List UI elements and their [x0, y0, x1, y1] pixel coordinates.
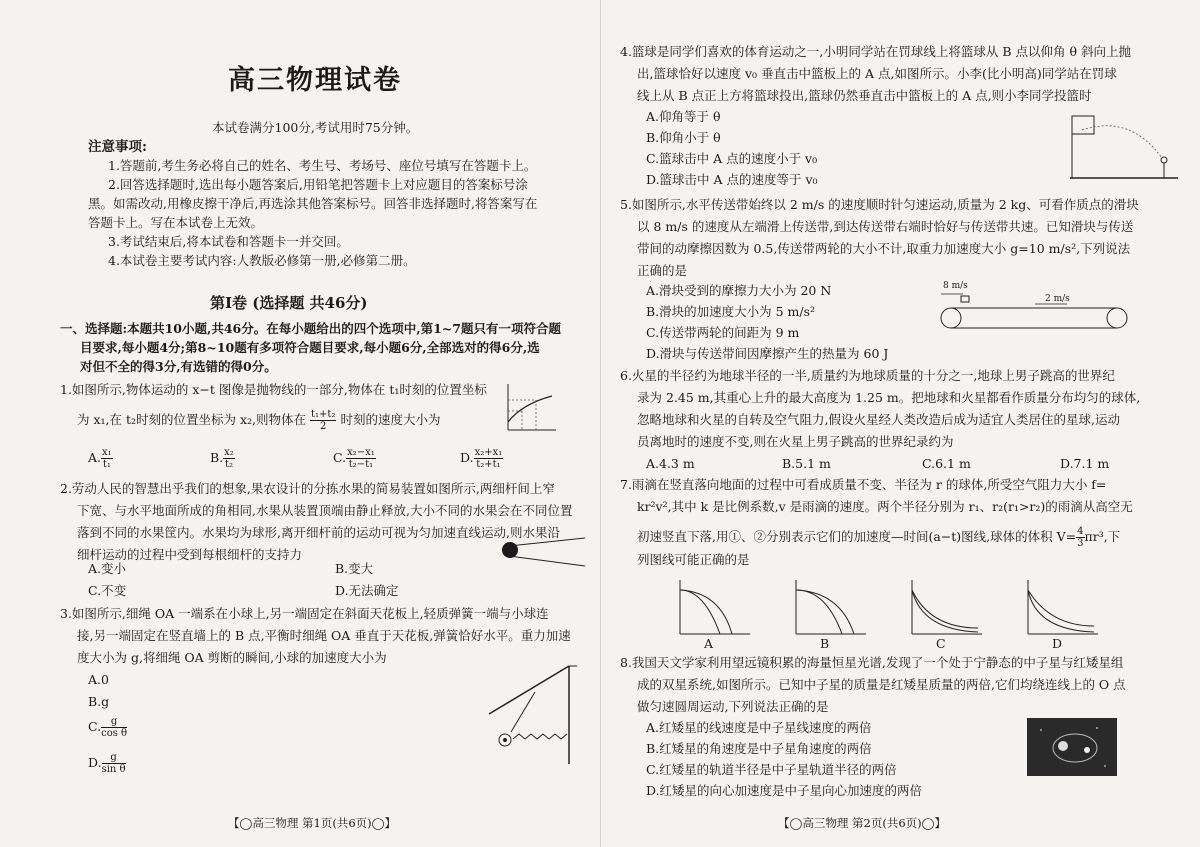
q8-line: 8.我国天文学家利用望远镜积累的海量恒星光谱,发现了一个处于宁静态的中子星与红矮星组	[620, 655, 1124, 670]
q2-option: D.无法确定	[335, 583, 399, 598]
section-intro-line: 目要求,每小题4分;第8~10题有多项符合题目要求,每小题6分,全部选对的得6分,选	[80, 340, 540, 355]
exam-intro: 本试卷满分100分,考试用时75分钟。	[212, 120, 419, 135]
q4-basketball-figure	[1070, 104, 1180, 184]
q5-line: 5.如图所示,水平传送带始终以 2 m/s 的速度顺时针匀速运动,质量为 2 kg、可看作质点的滑块	[620, 197, 1139, 212]
q2-line: 下宽、与水平地面所成的角相同,水果从装置顶端由静止释放,大小不同的水果会在不同位置	[77, 503, 573, 518]
q5-option: B.滑块的加速度大小为 5 m/s²	[646, 304, 816, 319]
q7-line: 7.雨滴在竖直落向地面的过程中可看成质量不变、半径为 r 的球体,所受空气阻力大小 f=	[620, 477, 1107, 492]
q2-line: 2.劳动人民的智慧出乎我们的想象,果农设计的分拣水果的简易装置如图所示,两细杆间上窄	[60, 481, 555, 496]
q7-graph-label: D	[1052, 636, 1063, 651]
q5-line: 带间的动摩擦因数为 0.5,传送带两轮的大小不计,取重力加速度大小 g=10 m/s²,下列说法	[637, 241, 1131, 256]
q4-line: 4.篮球是同学们喜欢的体育运动之一,小明同学站在罚球线上将篮球从 B 点以仰角 θ 斜向上抛	[620, 44, 1132, 59]
q7-graph-label: C	[936, 636, 946, 651]
q5-conveyor-figure	[935, 290, 1135, 336]
q7-volume-fraction: $\frac{4}{3}$	[1077, 526, 1084, 549]
q8-option: A.红矮星的线速度是中子星线速度的两倍	[646, 720, 872, 735]
notice-line: 答题卡上。写在本试卷上无效。	[88, 215, 264, 230]
q7-line: 初速竖直下落,用①、②分别表示它们的加速度—时间(a−t)图线,球体的体积 V= $\frac{4}{3}$ πr³,下	[637, 526, 1121, 549]
notice-line: 4.本试卷主要考试内容:人教版必修第一册,必修第二册。	[108, 253, 416, 268]
notice-line: 3.考试结束后,将本试卷和答题卡一并交回。	[108, 234, 349, 249]
q2-line: 落到不同的水果筐内。水果均为球形,离开细杆前的运动可视为匀加速直线运动,则水果沿	[77, 525, 560, 540]
q7-graph-b	[796, 580, 866, 634]
notice-line: 1.答题前,考生务必将自己的姓名、考生号、考场号、座位号填写在答题卡上。	[108, 158, 537, 173]
q6-line: 员离地时的速度不变,则在火星上男子跳高的世界纪录约为	[637, 434, 954, 449]
q5-block-speed-label: 8 m/s	[943, 281, 968, 291]
q3-line: 度大小为 g,将细绳 OA 剪断的瞬间,小球的加速度大小为	[77, 650, 387, 665]
q1-xt-graph	[500, 382, 558, 436]
q6-option: A.4.3 m	[646, 456, 695, 471]
q8-binary-star-photo	[1027, 718, 1117, 776]
q2-option: A.变小	[88, 561, 127, 576]
q3-line: 3.如图所示,细绳 OA 一端系在小球上,另一端固定在斜面天花板上,轻质弹簧一端与小球连	[60, 606, 549, 621]
q3-option: C. $\frac{g}{\text{cos θ}}$	[88, 716, 128, 739]
q7-at-graphs	[672, 576, 1142, 646]
q6-option: C.6.1 m	[922, 456, 971, 471]
q6-line: 录为 2.45 m,其重心上升的最大高度为 1.25 m。把地球和火星都看作质量分布均匀的球体,	[637, 390, 1141, 405]
q1-option: D. $\frac{\text{x₂+x₁}}{\text{t₂+t₁}}$	[460, 447, 503, 470]
q7-graph-label: A	[704, 636, 714, 651]
q4-option: D.篮球击中 A 点的速度等于 v₀	[646, 172, 818, 187]
section-title: 第Ⅰ卷 (选择题 共46分)	[210, 294, 368, 312]
notice-heading: 注意事项:	[88, 139, 147, 155]
q7-graph-d	[1028, 580, 1098, 634]
q7-graph-c	[912, 580, 982, 634]
q5-option: D.滑块与传送带间因摩擦产生的热量为 60 J	[646, 346, 889, 361]
q5-line: 正确的是	[637, 263, 688, 278]
q1-option: A. $\frac{\text{x₁}}{\text{t₁}}$	[88, 447, 112, 470]
q7-line: 列图线可能正确的是	[637, 552, 750, 567]
q7-graph-a	[680, 580, 750, 634]
q1-line: 1.如图所示,物体运动的 x−t 图像是抛物线的一部分,物体在 t₁时刻的位置坐标	[60, 382, 487, 397]
q2-line: 细杆运动的过程中受到每根细杆的支持力	[77, 547, 303, 562]
q1-line: 为 x₁,在 t₂时刻的位置坐标为 x₂,则物体在 $\frac{\text{t₁+t₂}}{2}$ 时刻的速度大小为	[77, 409, 441, 432]
q8-option: B.红矮星的角速度是中子星角速度的两倍	[646, 741, 872, 756]
q4-option: B.仰角小于 θ	[646, 130, 721, 145]
q5-option: C.传送带两轮的间距为 9 m	[646, 325, 800, 340]
q2-option: C.不变	[88, 583, 127, 598]
q1-time-fraction: $\frac{\text{t₁+t₂}}{2}$	[311, 409, 336, 432]
q6-line: 6.火星的半径约为地球半径的一半,质量约为地球质量的十分之一,地球上男子跳高的世界纪	[620, 368, 1115, 383]
page-title: 高三物理试卷	[228, 65, 402, 96]
footer-right: 【◯高三物理 第2页(共6页)◯】	[778, 816, 947, 830]
q6-option: B.5.1 m	[782, 456, 831, 471]
q4-line: 线上从 B 点正上方将篮球投出,篮球仍然垂直击中篮板上的 A 点,则小李同学投篮时	[637, 88, 1092, 103]
right-page	[600, 0, 1200, 847]
q8-line: 成的双星系统,如图所示。已知中子星的质量是红矮星质量的两倍,它们均绕连线上的 O 点	[637, 677, 1126, 692]
q3-option: B.g	[88, 694, 110, 709]
q8-option: D.红矮星的向心加速度是中子星向心加速度的两倍	[646, 783, 923, 798]
q3-option: A.0	[88, 672, 109, 687]
q8-line: 做匀速圆周运动,下列说法正确的是	[637, 699, 829, 714]
q5-line: 以 8 m/s 的速度从左端滑上传送带,到达传送带右端时恰好与传送带共速。已知滑块与传送	[637, 219, 1134, 234]
q4-option: C.篮球击中 A 点的速度小于 v₀	[646, 151, 818, 166]
q1-option: B. $\frac{\text{x₂}}{\text{t₂}}$	[210, 447, 234, 470]
q4-line: 出,篮球恰好以速度 v₀ 垂直击中篮板上的 A 点,如图所示。小李(比小明高)同学站在罚球	[637, 66, 1117, 81]
q1-option: C. $\frac{\text{x₂−x₁}}{\text{t₂−t₁}}$	[333, 447, 375, 470]
q6-option: D.7.1 m	[1060, 456, 1110, 471]
q8-option: C.红矮星的轨道半径是中子星轨道半径的两倍	[646, 762, 897, 777]
q2-option: B.变大	[335, 561, 374, 576]
q4-option: A.仰角等于 θ	[646, 109, 721, 124]
q3-option: D. $\frac{g}{\text{sin θ}}$	[88, 752, 126, 775]
q7-line: kr²v²,其中 k 是比例系数,v 是雨滴的速度。两个半径分别为 r₁、r₂(r₁>r₂)的雨滴从高空无	[637, 499, 1133, 514]
q7-graph-label: B	[820, 636, 830, 651]
q3-line: 接,另一端固定在竖直墙上的 B 点,平衡时细绳 OA 垂直于天花板,弹簧恰好水平。重力加速	[77, 628, 571, 643]
q5-option: A.滑块受到的摩擦力大小为 20 N	[646, 283, 832, 298]
q6-line: 忽略地球和火星的自转及空气阻力,假设火星经人类改造后成为适宜人类居住的星球,运动	[637, 412, 1120, 427]
footer-left: 【◯高三物理 第1页(共6页)◯】	[228, 816, 397, 830]
notice-line: 2.回答选择题时,选出每小题答案后,用铅笔把答题卡上对应题目的答案标号涂	[108, 177, 528, 192]
notice-line: 黑。如需改动,用橡皮擦干净后,再选涂其他答案标号。回答非选择题时,将答案写在	[88, 196, 538, 211]
q5-belt-speed-label: 2 m/s	[1045, 294, 1070, 304]
q3-ball-rope-spring-figure	[485, 660, 585, 770]
q2-fruit-sorter-figure	[497, 534, 587, 570]
section-intro-line: 对但不全的得3分,有选错的得0分。	[80, 359, 277, 374]
section-intro-line: 一、选择题:本题共10小题,共46分。在每小题给出的四个选项中,第1~7题只有一项符合题	[60, 321, 561, 336]
